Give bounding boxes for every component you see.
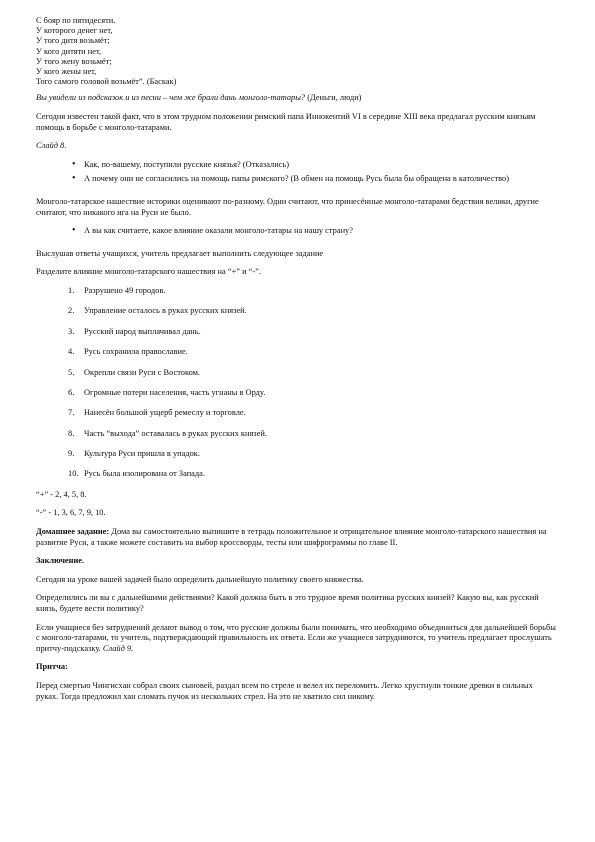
question-answer: (Деньги, люди) (305, 93, 362, 103)
verse-line: С бояр по пятидесяти. (36, 16, 116, 25)
list-item: • А почему они не согласились на помощь папы римского? (В обмен на помощь Русь была бы обращена в католичество) (72, 174, 556, 185)
list-item (36, 429, 556, 439)
guidance-text: Если учащиеся без затруднений делают вывод о том, что русские должны были понимать, что необходимо объединиться для дальнейшей борьбы с монголо-татарами, то учитель, подтверждающий правильность их ответа. Если же учащиеся затрудняются, то учитель предлагает прослушать притчу-подсказку. (36, 622, 556, 653)
tribute-question (36, 93, 556, 104)
paragraph-pope-offer: Сегодня известен такой факт, что в этом трудном положении римский папа Иннокентий VI в середине XIII века предлагал русским князьям помощь в борьбе с монголо-татарами. (36, 112, 536, 132)
answer-negative: “-” - 1, 3, 6, 7, 9, 10. (36, 508, 106, 518)
conclusion-heading: Заключение. (36, 556, 85, 566)
item-text: Русь была изолирована от Запада. (84, 469, 205, 479)
influence-list (36, 286, 556, 480)
item-text: Окрепли связи Руси с Востоком. (84, 367, 201, 377)
paragraph-conclusion-guidance (36, 623, 556, 655)
answer-positive: “+” - 2, 4, 5, 8. (36, 489, 87, 499)
list-item (36, 449, 556, 459)
item-text: Огромные потери населения, часть угнаны в Орду. (84, 387, 266, 397)
list-item (36, 408, 556, 418)
item-number: 9. (68, 449, 75, 459)
question-list (36, 160, 556, 185)
item-text: Часть “выхода” оставалась в руках русских князей. (84, 428, 267, 438)
verse-line: У которого денег нет, (36, 26, 113, 36)
item-number: 6. (68, 387, 75, 397)
list-item: • А вы как считаете, какое влияние оказали монголо-татары на нашу страну? (72, 226, 556, 237)
paragraph-lesson-goal: Сегодня на уроке вашей задачей было определить дальнейшую политику своего княжества. (36, 574, 364, 584)
verse-line: У того дитя возьмёт; (36, 36, 110, 46)
verse-line: Того самого головой возьмёт”. (Баскак) (36, 77, 177, 87)
item-number: 7. (68, 408, 75, 418)
homework-text: Дома вы самостоятельно выпишите в тетрадь положительное и отрицательное влияние монголо-татарского нашествия на развитие Руси, а также можете составить на выбор кроссворды, тесты или шифрограммы по главе II. (36, 527, 547, 547)
slide-reference: Слайд 8. (36, 141, 67, 151)
list-item (36, 368, 556, 378)
homework-label: Домашнее задание: (36, 527, 110, 537)
verse-line: У того жену возьмёт; (36, 56, 112, 66)
song-verse (36, 16, 556, 87)
parable-heading: Притча: (36, 662, 68, 672)
slide-reference: Слайд 9. (102, 643, 134, 653)
item-number: 1. (68, 285, 75, 295)
verse-line: У кого жены нет, (36, 67, 97, 77)
list-item: • Как, по-вашему, поступили русские князья? (Отказались) (72, 160, 556, 171)
list-item (36, 469, 556, 479)
item-number: 10. (68, 469, 79, 479)
item-number: 5. (68, 367, 75, 377)
item-number: 3. (68, 326, 75, 336)
item-text: Культура Руси пришла в упадок. (84, 449, 200, 459)
list-item (36, 327, 556, 337)
list-item (36, 286, 556, 296)
item-number: 4. (68, 347, 75, 357)
paragraph-teacher-task: Выслушав ответы учащихся, учитель предлагает выполнить следующее задание (36, 248, 324, 258)
item-text: Русь сохранила православие. (84, 347, 188, 357)
question-text: Вы увидели из подсказок и из песни – чем же брали дань монголо-татары? (36, 93, 306, 103)
item-text: Управление осталось в руках русских князей. (84, 306, 247, 316)
homework-paragraph (36, 527, 556, 548)
item-text: Нанесён большой ущерб ремеслу и торговле. (84, 408, 246, 418)
list-item (36, 306, 556, 316)
item-number: 2. (68, 306, 75, 316)
paragraph-historians: Монголо-татарское нашествие историки оценивают по-разному. Одни считают, что принесённые монголо-татарами бедствия велики, другие считают, что никакого ига на Руси не было. (36, 196, 539, 217)
list-item (36, 347, 556, 357)
paragraph-policy-questions: Определились ли вы с дальнейшими действиями? Какой должна быть в это трудное время политика русских князей? Какую вы, как русский князь, будете вести политику? (36, 593, 539, 614)
verse-line: У кого дитяти нет, (36, 46, 102, 56)
list-item (36, 388, 556, 398)
parable-text: Перед смертью Чингисхан собрал своих сыновей, раздал всем по стреле и велел их переломить. Легко хрустнули тонкие древки в сильных руках. Тогда предложил хан сломать пучок из нескольких стрел. На это не хватило сил никому. (36, 680, 533, 701)
question-list (36, 226, 556, 237)
paragraph-task-instruction: Разделите влияние монголо-татарского нашествия на “+” и “-”. (36, 267, 261, 277)
document-body (36, 16, 556, 702)
item-text: Русский народ выплачивал дань. (84, 326, 201, 336)
item-text: Разрушено 49 городов. (84, 285, 166, 295)
item-number: 8. (68, 428, 75, 438)
